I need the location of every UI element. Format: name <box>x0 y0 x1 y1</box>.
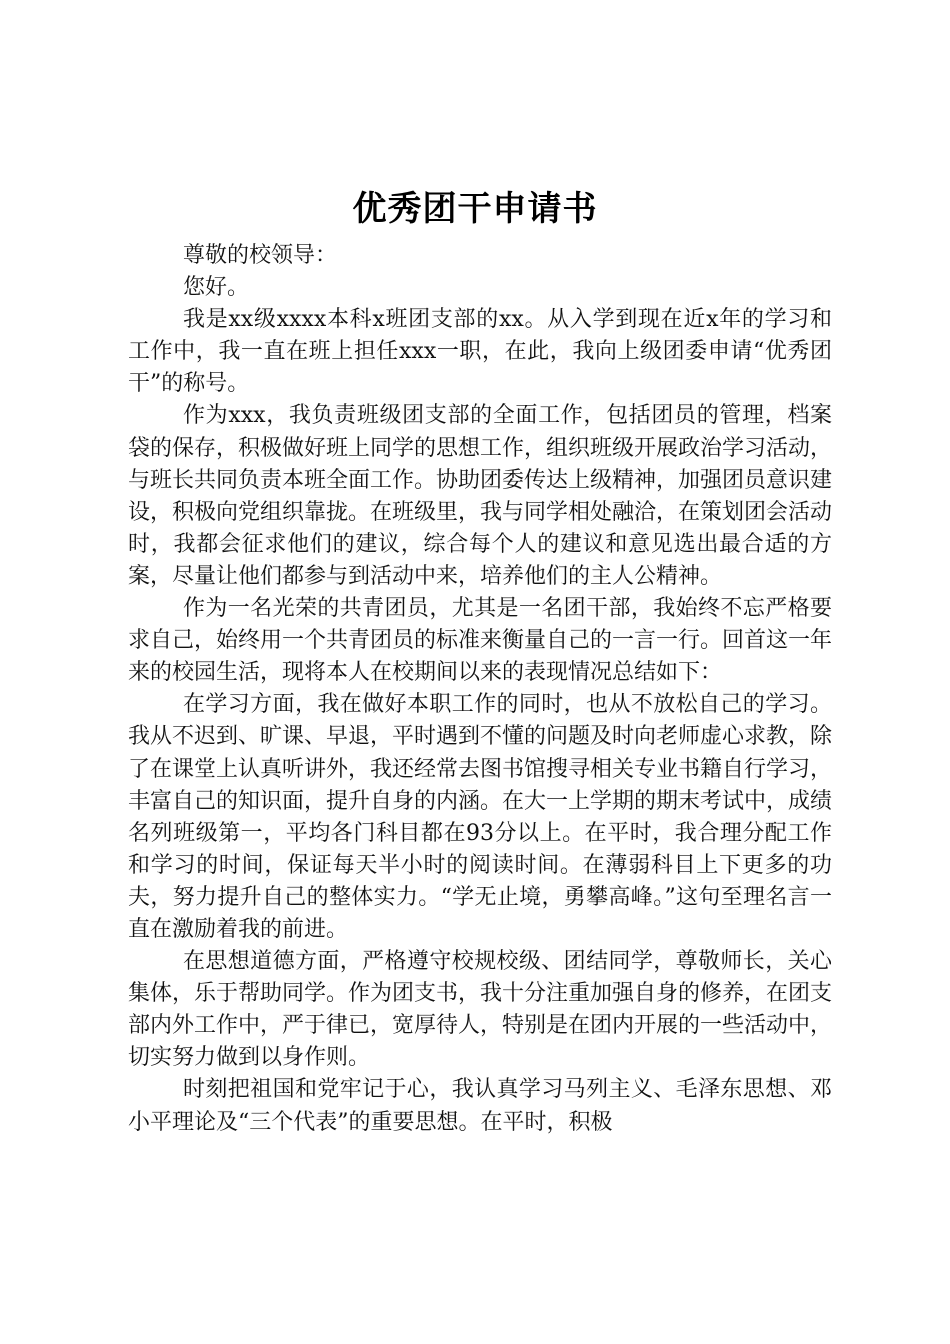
paragraph-ideology: 时刻把祖国和党牢记于心，我认真学习马列主义、毛泽东思想、邓小平理论及“三个代表”的重要思想。在平时，积极 <box>128 1077 832 1135</box>
paragraph-study: 在学习方面，我在做好本职工作的同时，也从不放松自己的学习。我从不迟到、旷课、早退，平时遇到不懂的问题及时向老师虚心求教，除了在课堂上认真听讲外，我还经常去图书馆搜寻相关专业书籍自行学习，丰富自己的知识面，提升自身的内涵。在大一上学期的期末考试中，成绩名列班级第一，平均各门科目都在93分以上。在平时，我合理分配工作和学习的时间，保证每天半小时的阅读时间。在薄弱科目上下更多的功夫，努力提升自己的整体实力。“学无止境，勇攀高峰。”这句至理名言一直在激励着我的前进。 <box>128 692 833 942</box>
paragraph-self-requirement: 作为一名光荣的共青团员，尤其是一名团干部，我始终不忘严格要求自己，始终用一个共青团员的标准来衡量自己的一言一行。回首这一年来的校园生活，现将本人在校期间以来的表现情况总结如下： <box>128 596 833 686</box>
paragraph-intro: 我是xx级xxxx本科x班团支部的xx。从入学到现在近x年的学习和工作中，我一直在班上担任xxx一职，在此，我向上级团委申请“优秀团干”的称号。 <box>128 307 832 397</box>
document-title: 优秀团干申请书 <box>352 189 598 229</box>
document-body <box>128 240 832 1139</box>
salutation: 尊敬的校领导： <box>183 243 338 268</box>
paragraph-duties: 作为xxx，我负责班级团支部的全面工作，包括团员的管理，档案袋的保存，积极做好班上同学的思想工作，组织班级开展政治学习活动，与班长共同负责本班全面工作。协助团委传达上级精神，加强团员意识建设，积极向党组织靠拢。在班级里，我与同学相处融洽，在策划团会活动时，我都会征求他们的建议，综合每个人的建议和意见选出最合适的方案，尽量让他们都参与到活动中来，培养他们的主人公精神。 <box>128 403 833 589</box>
greeting: 您好。 <box>183 275 250 301</box>
paragraph-morality: 在思想道德方面，严格遵守校规校级、团结同学，尊敬师长，关心集体，乐于帮助同学。作为团支书，我十分注重加强自身的修养，在团支部内外工作中，严于律已，宽厚待人，特别是在团内开展的一些活动中，切实努力做到以身作则。 <box>128 949 833 1071</box>
